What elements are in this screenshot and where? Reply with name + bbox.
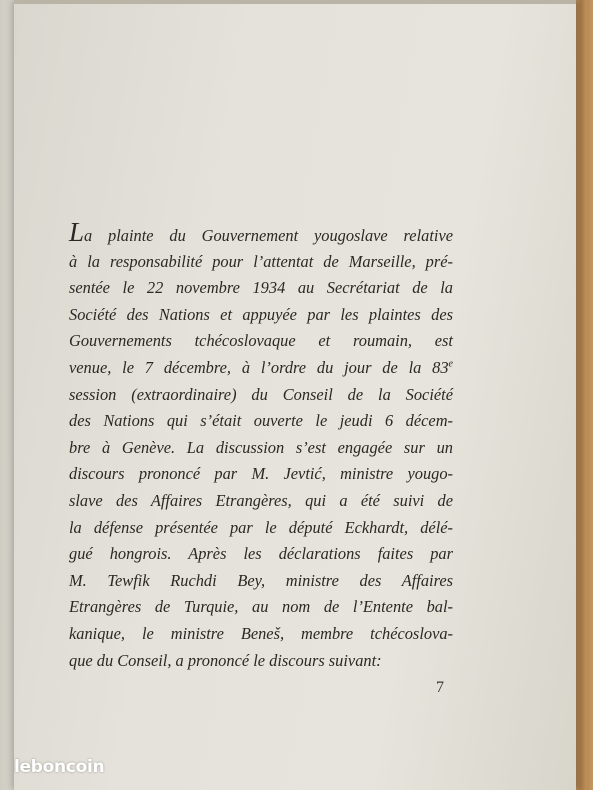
- superscript: e: [448, 358, 453, 370]
- page-number: 7: [436, 679, 444, 696]
- text-line: des Nations qui s’était ouverte le jeudi 6 décem-: [69, 411, 453, 431]
- text-line: slave des Affaires Etrangères, qui a été suivi de: [69, 490, 453, 510]
- text-line: discours prononcé par M. Jevtić, ministre yougo-: [69, 464, 453, 484]
- text-line: venue, le 7 décembre, à l’ordre du jour de la 83e: [69, 357, 453, 377]
- text-line: Etrangères de Turquie, au nom de l’Entente bal-: [69, 597, 453, 617]
- book-page: [14, 0, 576, 790]
- text-line: kanique, le ministre Beneš, membre tchécoslova-: [69, 623, 453, 643]
- body-paragraph: [69, 217, 453, 674]
- text-line: bre à Genève. La discussion s’est engagée sur un: [69, 437, 453, 457]
- text-line: session (extraordinaire) du Conseil de la Société: [69, 384, 453, 404]
- text-line: la défense présentée par le député Eckhardt, délé-: [69, 517, 453, 537]
- drop-cap: L: [69, 217, 85, 247]
- text-line: Société des Nations et appuyée par les plaintes des: [69, 304, 453, 324]
- text-line: que du Conseil, a prononcé le discours suivant:: [69, 650, 382, 670]
- text-line: La plainte du Gouvernement yougoslave relative: [69, 217, 453, 247]
- text-line: à la responsabilité pour l’attentat de Marseille, pré-: [69, 251, 453, 271]
- leboncoin-watermark: leboncoin: [14, 757, 105, 777]
- text-line: gué hongrois. Après les déclarations faites par: [69, 544, 453, 564]
- text-line: sentée le 22 novembre 1934 au Secrétariat de la: [69, 278, 453, 298]
- text-line: M. Tewfik Ruchdi Bey, ministre des Affaires: [69, 570, 453, 590]
- text-line: Gouvernements tchécoslovaque et roumain, est: [69, 331, 453, 351]
